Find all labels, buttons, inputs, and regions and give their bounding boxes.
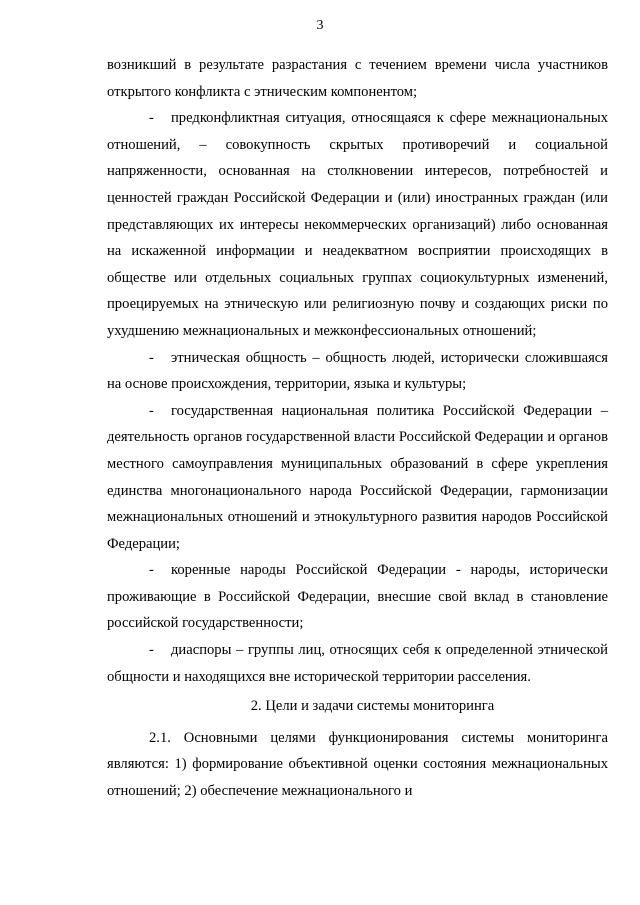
- section-paragraph: 2.1. Основными целями функционирования системы мониторинга являются: 1) формирование объективной оценки состояния межнациональных отношений; 2) обеспечение межнационального и: [107, 729, 608, 800]
- definition-diasporas: [107, 637, 608, 690]
- definition-text: государственная национальная политика Российской Федерации – деятельность органов государственной власти Российской Федерации и органов местного самоуправления муниципальных образований в сфере укрепления единства многонационального народа Российской Федерации, гармонизации межнациональных отношений и этнокультурного развития народов Российской Федерации;: [107, 402, 608, 552]
- definition-text: предконфликтная ситуация, относящаяся к сфере межнациональных отношений, – совокупность скрытых противоречий и социальной напряженности, основанная на столкновении интересов, потребностей и ценностей граждан Российской Федерации и (или) иностранных граждан (или представляющих их интересы некоммерческих организаций) либо основанная на искаженной информации и неадекватном восприятии происходящих в обществе или отдельных социальных группах социокультурных изменений, проецируемых на этническую или религиозную почву и создающих риски по ухудшению межнациональных и межконфессиональных отношений;: [107, 110, 608, 339]
- document-body: [107, 52, 608, 805]
- definition-text: коренные народы Российской Федерации - народы, исторически проживающие в Российской Федерации, внесшие свой вклад в становление российской государственности;: [107, 562, 608, 632]
- definition-indigenous-peoples: [107, 557, 608, 637]
- definition-text: диаспоры – группы лиц, относящих себя к определенной этнической общности и находящихся вне исторической территории расселения.: [107, 642, 608, 685]
- definition-text: этническая общность – общность людей, исторически сложившаяся на основе происхождения, территории, языка и культуры;: [107, 349, 608, 393]
- definition-ethnic-community: [107, 345, 608, 398]
- definition-preconflict-situation: [107, 105, 608, 344]
- section-heading: 2. Цели и задачи системы мониторинга: [250, 698, 495, 715]
- list-dash: -: [149, 402, 154, 419]
- list-dash: -: [149, 110, 154, 127]
- paragraph-continuation: возникший в результате разрастания с течением времени числа участников открытого конфликта с этническим компонентом;: [107, 57, 608, 100]
- page-number: 3: [316, 18, 324, 33]
- list-dash: -: [149, 349, 154, 366]
- list-dash: -: [149, 642, 154, 659]
- definition-state-national-policy: [107, 398, 608, 558]
- list-dash: -: [149, 562, 154, 579]
